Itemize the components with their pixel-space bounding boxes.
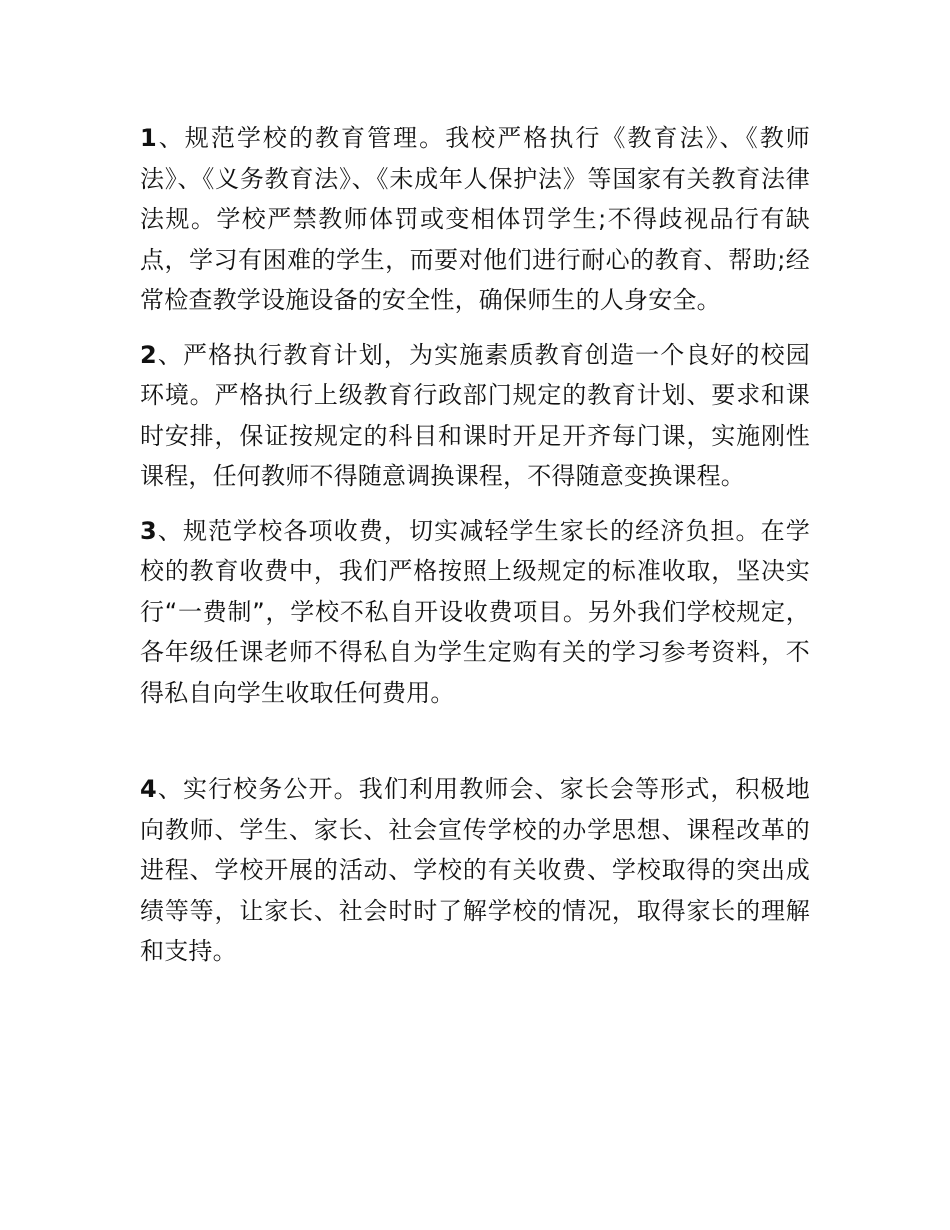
paragraph-text: 、规范学校的教育管理。我校严格执行《教育法》、《教师法》、《义务教育法》、《未成年人保护法》等国家有关教育法律法规。学校严禁教师体罚或变相体罚学生;不得歧视品行有缺点，学习有困难的学生，而要对他们进行耐心的教育、帮助;经常检查教学设施设备的安全性，确保师生的人身安全。 — [140, 124, 810, 314]
paragraph-number: 3 — [140, 516, 157, 545]
paragraph-text: 、严格执行教育计划，为实施素质教育创造一个良好的校园环境。严格执行上级教育行政部门规定的教育计划、要求和课时安排，保证按规定的科目和课时开足开齐每门课，实施刚性课程，任何教师不得随意调换课程，不得随意变换课程。 — [140, 340, 810, 490]
paragraph-number: 4 — [140, 775, 157, 803]
paragraph-3 — [140, 511, 810, 714]
paragraph-number: 1 — [140, 124, 157, 152]
paragraph-number: 2 — [140, 340, 157, 369]
paragraph-2 — [140, 335, 810, 497]
paragraph-text: 、规范学校各项收费，切实减轻学生家长的经济负担。在学校的教育收费中，我们严格按照上级规定的标准收取，坚决实行“一费制”，学校不私自开设收费项目。另外我们学校规定，各年级任课老师不得私自为学生定购有关的学习参考资料，不得私自向学生收取任何费用。 — [140, 516, 810, 707]
paragraph-4 — [140, 769, 810, 972]
paragraph-1 — [140, 118, 810, 321]
document-page — [140, 118, 810, 972]
paragraph-text: 、实行校务公开。我们利用教师会、家长会等形式，积极地向教师、学生、家长、社会宣传学校的办学思想、课程改革的进程、学校开展的活动、学校的有关收费、学校取得的突出成绩等等，让家长、社会时时了解学校的情况，取得家长的理解和支持。 — [140, 775, 810, 965]
